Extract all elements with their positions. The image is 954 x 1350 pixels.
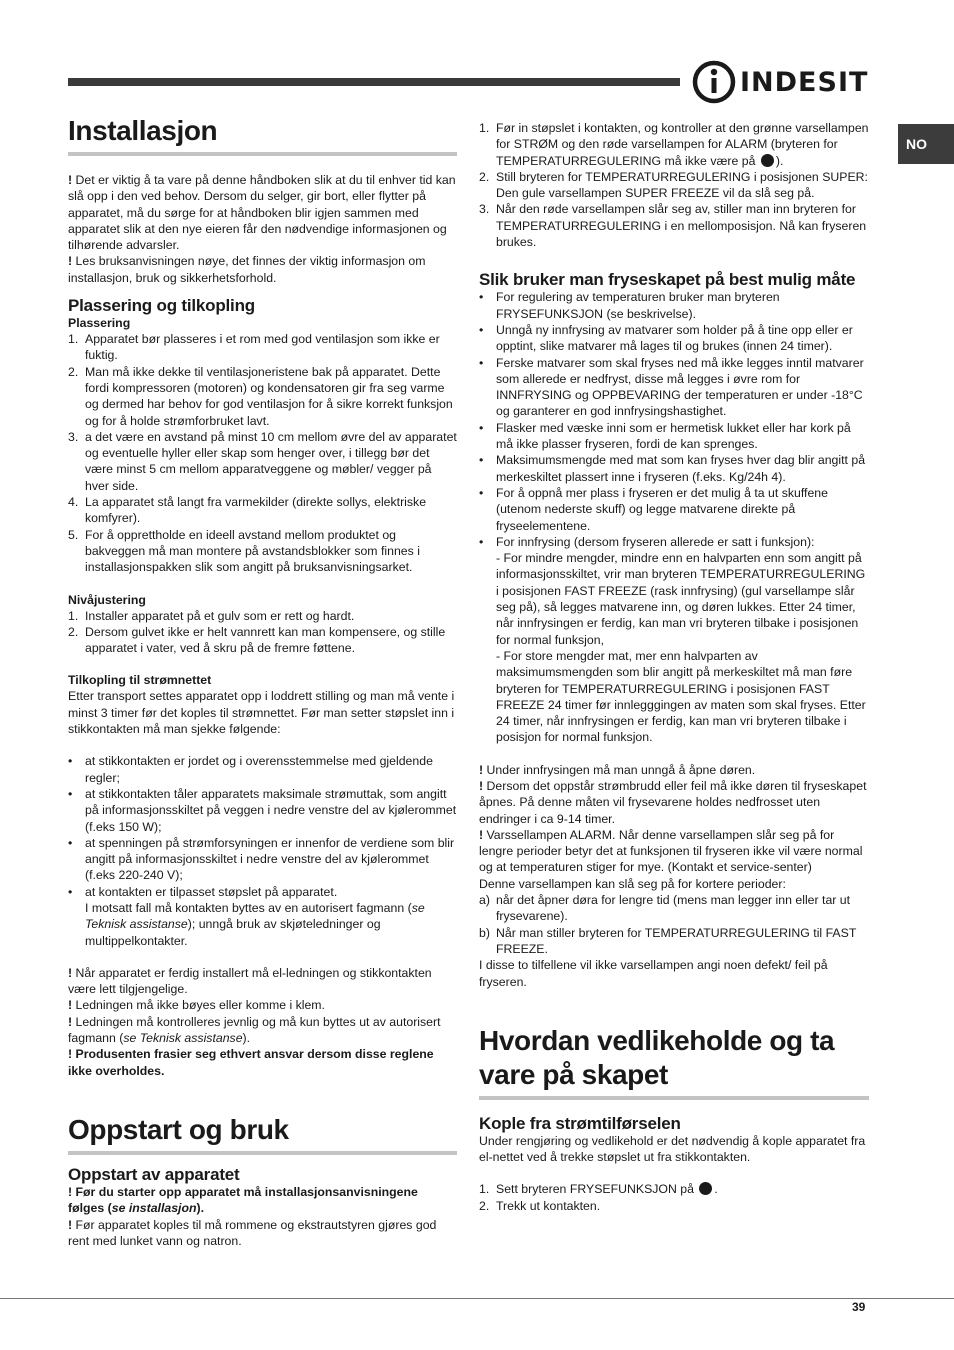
- right-column: [479, 120, 869, 1214]
- oppstart-title: Oppstart og bruk: [68, 1113, 457, 1155]
- list-item: 2. Man må ikke dekke til ventilasjoneristene bak på apparatet. Dette fordi kompressoren (motoren) og kondensatoren gir fra seg varme og dermed har behov for god ventilasjon for å sikre korrekt funksjon og for å holde strømforbruket lavt.: [68, 364, 453, 428]
- header-rule: [68, 78, 680, 86]
- list-item: 2. Dersom gulvet ikke er helt vannrett kan man kompensere, og stille apparatet i vater, ved å skru på de fremre føttene.: [68, 624, 446, 656]
- list-item: • For å oppnå mer plass i fryseren er det mulig å ta ut skuffene (utenom nederste skuff) og legge matvarene direkte på fryseelementene.: [479, 485, 828, 533]
- vedlikehold-title: Hvordan vedlikeholde og ta vare på skapet: [479, 1024, 869, 1100]
- list-item: 1. Installer apparatet på et gulv som er rett og hardt.: [68, 608, 355, 623]
- left-column: [68, 114, 457, 1249]
- kople-heading: Kople fra strømtilførselen: [479, 1113, 681, 1133]
- page-number: 39: [852, 1300, 866, 1314]
- list-item: a) når det åpner døra for lengre tid (mens man legger inn eller tar ut frysevarene).: [479, 893, 851, 924]
- tilkopling-list: [68, 753, 457, 949]
- tilkopling-text: Etter transport settes apparatet opp i loddrett stilling og man må vente i minst 3 timer før det koples til strømnettet. Før man setter støpslet inn i stikkontakten må man sjekke følgende:: [68, 689, 455, 737]
- list-item: 2. Still bryteren for TEMPERATURREGULERING i posisjonen SUPER: Den gule varsellampen SUPER FREEZE vil da slå seg på.: [479, 169, 868, 201]
- ab-list: [479, 892, 869, 957]
- list-item: • at spenningen på strømforsyningen er innenfor de verdiene som blir angitt på informasjonsskiltet i nedre venstre del av kjølerommet (f.eks 220-240 V);: [68, 835, 455, 883]
- plassering-list: [68, 331, 457, 575]
- start-list: [479, 120, 869, 250]
- nivajustering-subheading: Nivåjustering: [68, 592, 146, 607]
- list-item: • For regulering av temperaturen bruker man bryteren FRYSEFUNKSJON (se beskrivelse).: [479, 290, 780, 321]
- list-item: 2. Trekk ut kontakten.: [479, 1198, 601, 1213]
- warning-3: ! Ledningen må kontrolleres jevnlig og må kun byttes ut av autorisert fagmann (se Teknisk assistanse).: [68, 1014, 441, 1046]
- oppstart-app-heading: Oppstart av apparatet: [68, 1164, 240, 1184]
- kople-list: [479, 1181, 869, 1214]
- footer-rule: [0, 1298, 954, 1299]
- list-item: 1. Apparatet bør plasseres i et rom med god ventilasjon som ikke er fuktig.: [68, 332, 440, 363]
- list-item: 1. Før in støpslet i kontakten, og kontroller at den grønne varsellampen for STRØM og den røde varsellampen for ALARM (bryteren for TEMPERATURREGULERING må ikke være på ).: [479, 121, 869, 168]
- warning-1: ! Når apparatet er ferdig installert må el-ledningen og stikkontakten være lett tilgjengelige.: [68, 965, 432, 997]
- list-item: b) Når man stiller bryteren for TEMPERATURREGULERING til FAST FREEZE.: [479, 925, 857, 956]
- list-item: • Flasker med væske inni som er hermetisk lukket eller har kork på må ikke plasser fryseren, fordi de kan sprenges.: [479, 420, 851, 452]
- tilkopling-subheading: Tilkopling til strømnettet: [68, 673, 212, 688]
- warning-4: ! Produsenten frasier seg ethvert ansvar dersom disse reglene ikke overholdes.: [68, 1047, 434, 1078]
- list-item: 4. La apparatet stå langt fra varmekilder (direkte sollys, elektriske komfyrer).: [68, 495, 427, 526]
- best-use-list: [479, 289, 869, 745]
- oppstart-warning-1: ! Før du starter opp apparatet må installasjonsanvisningene følges (se installasjon).: [68, 1184, 418, 1216]
- installasjon-title: Installasjon: [68, 114, 457, 156]
- right-warning-3: ! Varssellampen ALARM. Når denne varsellampen slår seg på for lengre perioder betyr det at funksjonen til fryseren ikke vil være normal og at temperaturen stiger for mye. (Kontakt et service-senter): [479, 827, 863, 875]
- list-item: 1. Sett bryteren FRYSEFUNKSJON på .: [479, 1182, 718, 1197]
- knob-off-icon: [761, 154, 774, 167]
- plassering-subheading: Plassering: [68, 316, 131, 331]
- indesit-logo: [692, 60, 872, 104]
- oppstart-warning-2: ! Før apparatet koples til må rommene og ekstrautstyren gjøres god rent med lunket vann og natron.: [68, 1217, 437, 1248]
- right-warning-2: ! Dersom det oppstår strømbrudd eller feil må ikke døren til fryseskapet åpnes. På denne måten vil frysevarene holdes nedfrosset uten endringer i ca 9-14 timer.: [479, 778, 867, 826]
- plassering-heading: Plassering og tilkopling: [68, 296, 255, 316]
- list-item: 5. For å opprettholde en ideell avstand mellom produktet og bakveggen må man montere på avstandsblokker som finnes i installasjonspakken slik som angitt på bruksanvisningsarket.: [68, 527, 420, 575]
- brand-name: INDESIT: [740, 66, 869, 98]
- kople-text: Under rengjøring og vedlikehold er det nødvendig å kople apparatet fra el-nettet ved å trekke støpslet ut fra stikkontakten.: [479, 1133, 866, 1165]
- list-item: 3. a det være en avstand på minst 10 cm mellom øvre del av apparatet og eventuelle hyller eller skap som henger over, i tillegg bør det være minst 5 cm mellom apparatveggene og møbler/ vegger på hver side.: [68, 429, 457, 493]
- right-warning-3-after: Denne varsellampen kan slå seg på for kortere perioder:: [479, 876, 786, 891]
- list-item: • Unngå ny innfrysing av matvarer som holder på å tine opp eller er opptint, slike matvarer må lages til og brukes (innen 24 timer).: [479, 322, 853, 354]
- list-item: • For innfrysing (dersom fryseren allerede er satt i funksjon): - For mindre mengder, mindre enn en halvparten enn som angitt på informasjonsskiltet, vrir man bryteren TEMPERATURREGULERING i posisjonen FAST FREEZE (rask innfrysing) (gul varsellampe slår seg på), så legges matvarene inn, og døren lukkes. Etter 24 timer, når innfrysingen er ferdig, kan man vri bryteren tilbake i posisjonen for normal funksjon, - For store mengder mat, mer enn halvparten av maksimumsmengden som blir angitt på merkeskiltet må man føre bryteren for TEMPERATURREGULERING i posisjonen FAST FREEZE 24 timer før innlegggingen av maten som skal fryses. Etter 24 timer, når innfrysingen er ferdig, kan man vri bryteren tilbake i posisjon for normal funksjon.: [479, 534, 866, 745]
- list-item: • at stikkontakten er jordet og i overensstemmelse med gjeldende regler;: [68, 754, 433, 785]
- list-item: • at kontakten er tilpasset støpslet på apparatet. I motsatt fall må kontakten byttes av en autorisert fagmann (se Teknisk assistanse); unngå bruk av skjøteledninger og multippelkontakter.: [68, 884, 425, 948]
- closing-text: I disse to tilfellene vil ikke varsellampen angi noen defekt/ feil på fryseren.: [479, 958, 828, 989]
- list-item: • at stikkontakten tåler apparatets maksimale strømuttak, som angitt på informasjonsskiltet på veggen i nedre venstre del av kjølerommet (f.eks 150 W);: [68, 786, 457, 834]
- nivajustering-list: [68, 608, 457, 657]
- knob-off-icon: [699, 1182, 712, 1195]
- list-item: • Maksimumsmengde med mat som kan fryses hver dag blir angitt på merkeskiltet plassert inne i fryseren (f.eks. Kg/24h 4).: [479, 453, 866, 484]
- language-tab: NO: [898, 124, 954, 164]
- intro-paragraph-2: ! Les bruksanvisningen nøye, det finnes der viktig informasjon om installasjon, bruk og sikkerhetsforhold.: [68, 254, 426, 285]
- logo-i-icon: [692, 60, 736, 104]
- warning-2: ! Ledningen må ikke bøyes eller komme i klem.: [68, 998, 325, 1013]
- right-warning-1: ! Under innfrysingen må man unngå å åpne døren.: [479, 762, 756, 777]
- list-item: 3. Når den røde varsellampen slår seg av, stiller man inn bryteren for TEMPERATURREGULERING i en mellomposisjon. Nå kan fryseren brukes.: [479, 202, 867, 250]
- best-use-heading: Slik bruker man fryseskapet på best mulig måte: [479, 270, 856, 290]
- list-item: • Ferske matvarer som skal fryses ned må ikke legges inntil matvarer som allerede er nedfryst, disse må legges i øvre rom for INNFRYSING og OPPBEVARING der temperaturen er under -18°C og garanterer en god innfrysingshastighet.: [479, 355, 864, 419]
- intro-paragraph-1: ! Det er viktig å ta vare på denne håndboken slik at du til enhver tid kan slå opp i den ved behov. Dersom du selger, gir bort, eller flytter på apparatet, må du sørge for at håndboken blir igjen sammen med apparatet slik at den nye eieren får den nødvendige informasjonen og tilhørende advarsler.: [68, 173, 456, 253]
